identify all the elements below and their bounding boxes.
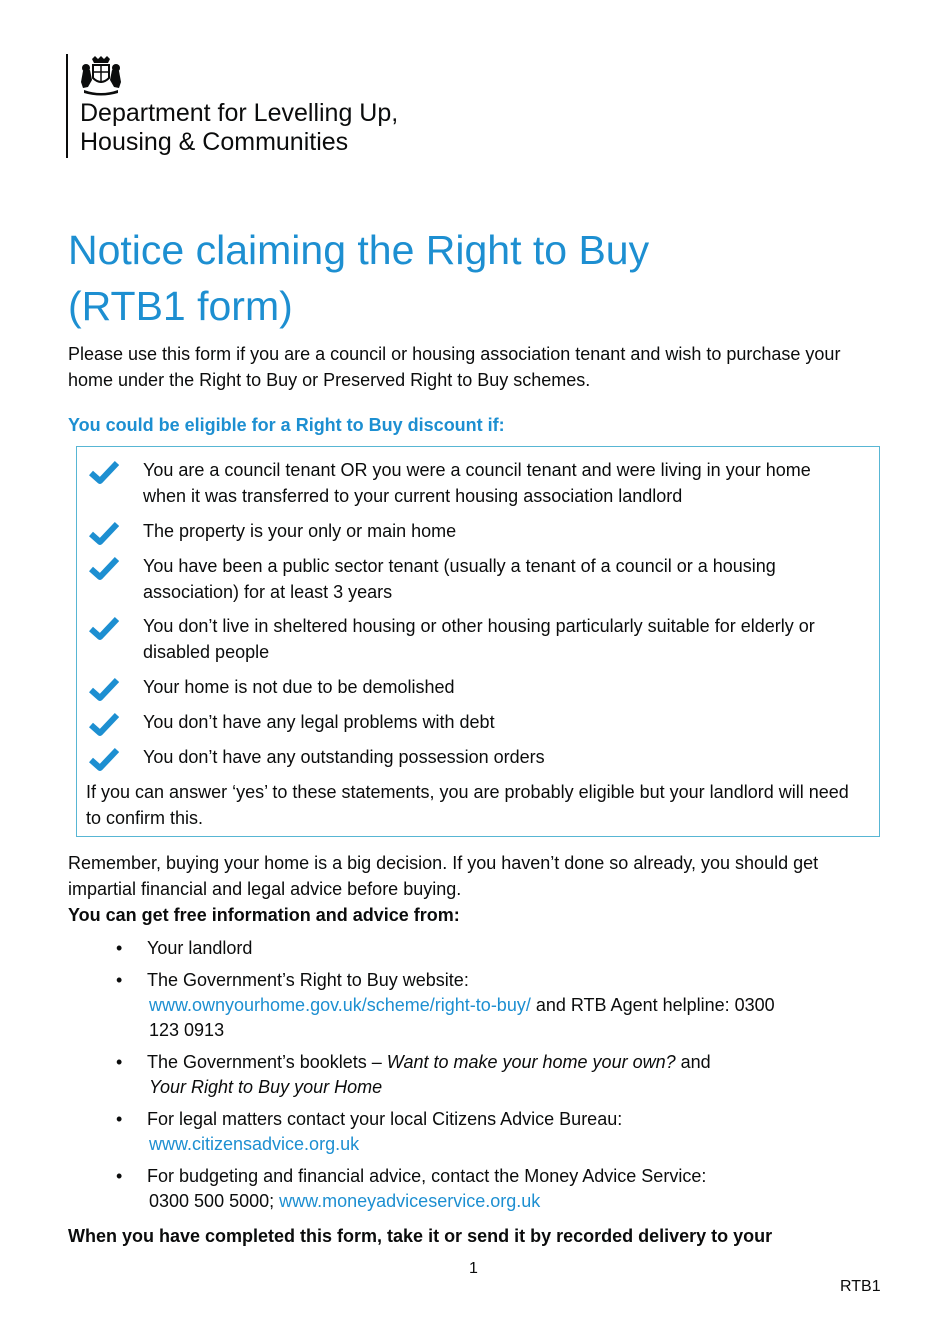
- eligibility-text: You are a council tenant OR you were a council tenant and were living in your home when it was transferred to your current housing association landlord: [143, 460, 811, 506]
- checkmark-icon: [89, 712, 119, 736]
- money-advice-phone: 0300 500 5000;: [149, 1191, 280, 1211]
- rtb-helpline-text: and RTB Agent helpline: 0300: [530, 995, 775, 1015]
- department-line-1: Department for Levelling Up,: [80, 99, 399, 127]
- legal-matters-label: For legal matters contact your local Citizens Advice Bureau:: [147, 1109, 623, 1129]
- eligibility-heading: You could be eligible for a Right to Buy discount if:: [68, 415, 505, 435]
- bullet-icon: •: [116, 1166, 123, 1186]
- booklets-label: The Government’s booklets –: [147, 1052, 387, 1072]
- eligibility-text: You don’t live in sheltered housing or other housing particularly suitable for elderly or disabled people: [143, 616, 815, 662]
- eligibility-text: You don’t have any outstanding possession orders: [143, 747, 545, 767]
- checkmark-icon: [89, 747, 119, 771]
- department-line-2: Housing & Communities: [80, 128, 349, 156]
- form-code: RTB1: [840, 1278, 881, 1295]
- advice-heading: You can get free information and advice from:: [68, 905, 460, 925]
- checkmark-icon: [89, 521, 119, 545]
- bullet-icon: •: [116, 1109, 123, 1129]
- title-line-1: Notice claiming the Right to Buy: [68, 227, 650, 273]
- checkmark-icon: [89, 616, 119, 640]
- money-advice-link[interactable]: www.moneyadviceservice.org.uk: [279, 1191, 541, 1211]
- checkmark-icon: [89, 677, 119, 701]
- bullet-icon: •: [116, 938, 123, 958]
- logo-rule: [66, 54, 68, 158]
- eligibility-text: The property is your only or main home: [143, 521, 457, 541]
- bullet-icon: •: [116, 1052, 123, 1072]
- checkmark-icon: [89, 460, 119, 484]
- page-number: 1: [469, 1260, 478, 1277]
- eligibility-box: [76, 446, 880, 837]
- list-item-text: [147, 1107, 837, 1157]
- rtb-website-label: The Government’s Right to Buy website:: [147, 970, 469, 990]
- rtb-helpline-number: 123 0913: [149, 1020, 225, 1040]
- eligibility-text: Your home is not due to be demolished: [143, 677, 455, 697]
- bullet-icon: •: [116, 970, 123, 990]
- remember-paragraph: Remember, buying your home is a big decision. If you haven’t done so already, you should get impartial financial and legal advice before buying.: [68, 853, 819, 899]
- intro-paragraph: Please use this form if you are a council or housing association tenant and wish to purchase your home under the Right to Buy or Preserved Right to Buy schemes.: [68, 344, 841, 390]
- eligibility-text: You have been a public sector tenant (usually a tenant of a council or a housing association) for at least 3 years: [143, 556, 776, 602]
- list-item-text: Your landlord: [147, 938, 253, 958]
- citizens-advice-link[interactable]: www.citizensadvice.org.uk: [149, 1134, 360, 1154]
- crest-icon: [78, 56, 124, 96]
- page-title: [68, 222, 649, 334]
- booklet-title-1: Want to make your home your own?: [386, 1052, 676, 1072]
- booklets-and: and: [675, 1052, 711, 1072]
- department-name: [80, 99, 398, 157]
- checkmark-icon: [89, 556, 119, 580]
- title-line-2: (RTB1 form): [68, 283, 293, 329]
- eligibility-text: You don’t have any legal problems with debt: [143, 712, 495, 732]
- list-item-text: [147, 1164, 837, 1214]
- eligibility-note: If you can answer ‘yes’ to these statements, you are probably eligible but your landlord will need to confirm this.: [86, 782, 849, 828]
- budgeting-label: For budgeting and financial advice, contact the Money Advice Service:: [147, 1166, 707, 1186]
- list-item-text: [147, 1050, 837, 1100]
- list-item-text: [147, 968, 837, 1043]
- rtb-website-link[interactable]: www.ownyourhome.gov.uk/scheme/right-to-buy/: [149, 995, 531, 1015]
- final-instruction: When you have completed this form, take it or send it by recorded delivery to your: [68, 1226, 773, 1246]
- booklet-title-2: Your Right to Buy your Home: [149, 1077, 383, 1097]
